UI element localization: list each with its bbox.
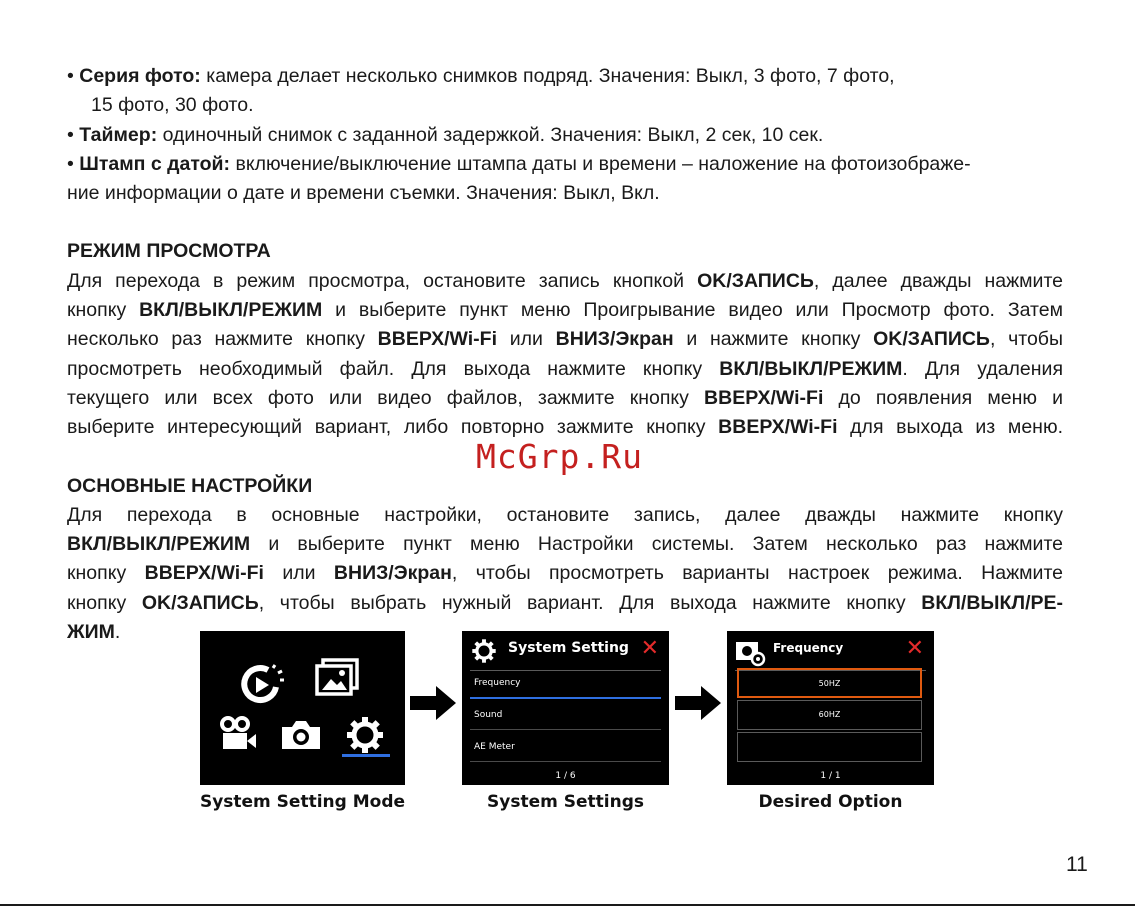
arrow-right-icon <box>675 686 721 720</box>
gear-icon <box>471 638 497 664</box>
playback-line: кнопку ВКЛ/ВЫКЛ/РЕЖИМ и выберите пункт меню Проигрывание видео или Просмотр фото. Затем <box>67 299 1063 322</box>
settings-line: кнопку ВВЕРХ/Wi-Fi или ВНИЗ/Экран, чтобы просмотреть варианты настроек режима. Нажмите <box>67 562 1064 585</box>
page-indicator: 1 / 1 <box>820 771 841 781</box>
settings-heading: ОСНОВНЫЕ НАСТРОЙКИ <box>67 474 313 497</box>
video-camera-icon <box>218 713 258 753</box>
playback-heading: РЕЖИМ ПРОСМОТРА <box>67 240 271 263</box>
bullet-burst: • Серия фото: камера делает несколько снимков подряд. Значения: Выкл, 3 фото, 7 фото, <box>67 65 895 87</box>
arrow-right-icon <box>410 686 456 720</box>
settings-line: ЖИМ. <box>67 621 121 644</box>
playback-line: просмотреть необходимый файл. Для выхода нажмите кнопку ВКЛ/ВЫКЛ/РЕЖИМ. Для удаления <box>67 357 1064 380</box>
menu-item-frequency[interactable]: Frequency <box>474 678 521 688</box>
page-number: 11 <box>1066 853 1088 876</box>
screen-frequency-options <box>727 631 934 785</box>
screen-title: System Setting <box>508 640 629 656</box>
timelapse-icon <box>238 661 284 707</box>
menu-item-ae-meter[interactable]: AE Meter <box>474 742 515 752</box>
close-icon[interactable]: ✕ <box>640 636 659 661</box>
playback-line: текущего или всех фото или видео файлов, зажмите кнопку ВВЕРХ/Wi-Fi до появления меню и <box>67 386 1063 409</box>
caption-system-settings: System Settings <box>487 792 644 812</box>
watermark: McGrp.Ru <box>476 437 643 476</box>
menu-item-sound[interactable]: Sound <box>474 710 503 720</box>
page-indicator: 1 / 6 <box>555 771 576 781</box>
playback-line: Для перехода в режим просмотра, остановите запись кнопкой OK/ЗАПИСЬ, далее дважды нажмите <box>67 269 1063 292</box>
settings-gear-icon <box>734 637 766 667</box>
bullet-stamp: • Штамп с датой: включение/выключение штампа даты и времени – наложение на фотоизображе- <box>67 152 971 175</box>
playback-line: несколько раз нажмите кнопку ВВЕРХ/Wi-Fi или ВНИЗ/Экран и нажмите кнопку OK/ЗАПИСЬ, чтобы <box>67 328 1063 351</box>
screen-system-settings <box>462 631 669 785</box>
caption-desired-option: Desired Option <box>758 792 903 812</box>
playback-line: выберите интересующий вариант, либо повторно зажмите кнопку ВВЕРХ/Wi-Fi для выхода из меню. <box>67 416 1063 439</box>
screen-mode-select <box>200 631 405 785</box>
bottom-rule <box>0 904 1135 906</box>
selected-row-underline <box>470 697 661 699</box>
selected-mode-underline <box>342 754 390 757</box>
gear-icon <box>345 715 385 755</box>
option-50hz[interactable]: 50HZ <box>737 668 922 698</box>
page-body <box>67 62 1063 647</box>
screen-title: Frequency <box>773 641 844 655</box>
settings-line: кнопку OK/ЗАПИСЬ, чтобы выбрать нужный вариант. Для выхода нажмите кнопку ВКЛ/ВЫКЛ/РЕ- <box>67 591 1064 614</box>
photo-camera-icon <box>278 717 324 753</box>
bullet-burst-cont: 15 фото, 30 фото. <box>91 94 254 117</box>
settings-line: ВКЛ/ВЫКЛ/РЕЖИМ и выберите пункт меню Настройки системы. Затем несколько раз нажмите <box>67 533 1063 556</box>
settings-line: Для перехода в основные настройки, остановите запись, далее дважды нажмите кнопку <box>67 503 1063 526</box>
option-60hz[interactable]: 60HZ <box>737 700 922 730</box>
caption-system-setting-mode: System Setting Mode <box>199 792 406 812</box>
bullet-timer: • Таймер: одиночный снимок с заданной задержкой. Значения: Выкл, 2 сек, 10 сек. <box>67 123 824 146</box>
option-empty <box>737 732 922 762</box>
bullet-stamp-cont: ние информации о дате и времени съемки. Значения: Выкл, Вкл. <box>67 182 660 205</box>
close-icon[interactable]: ✕ <box>905 636 924 661</box>
gallery-icon <box>314 657 360 697</box>
